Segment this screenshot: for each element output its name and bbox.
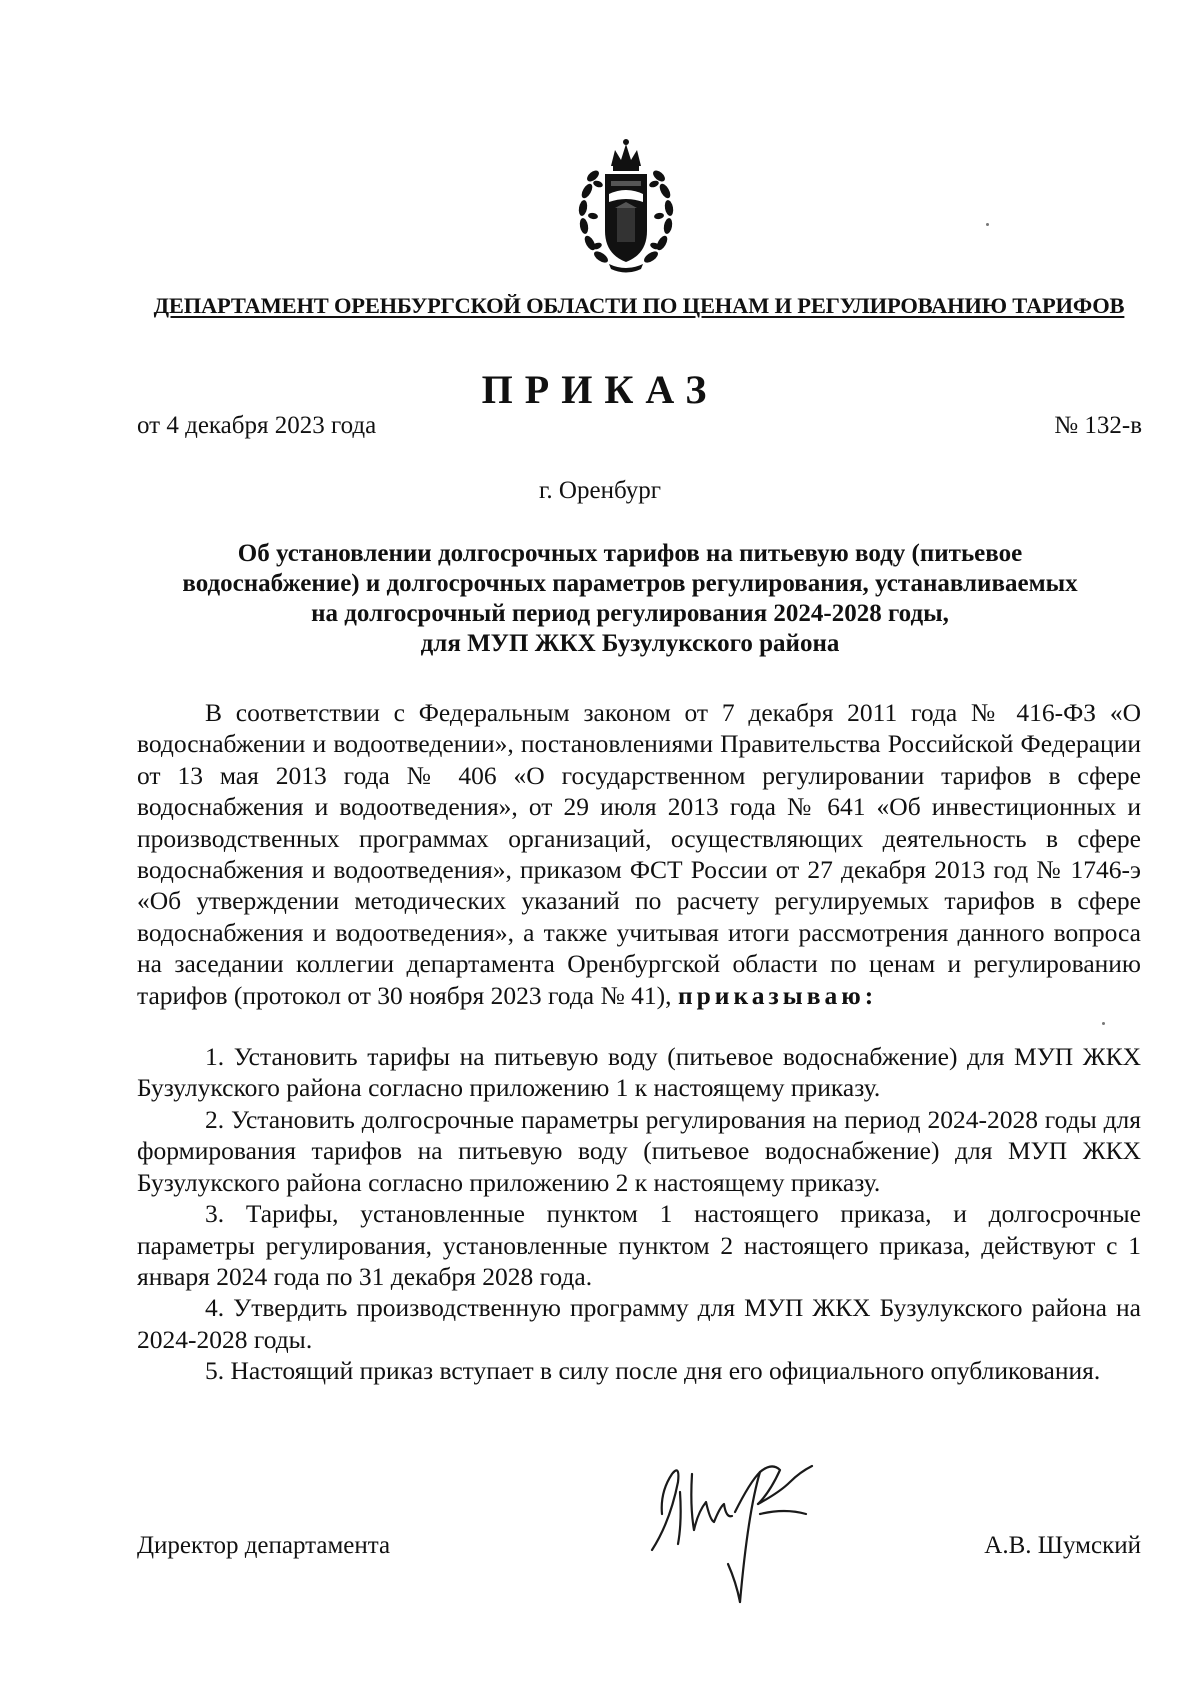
subject-line: водоснабжение) и долгосрочных параметров регулирования, устанавливаемых [182, 570, 1078, 597]
order-subject [120, 539, 1140, 659]
order-item: 5. Настоящий приказ вступает в силу после дня его официального опубликования. [205, 1356, 1101, 1386]
order-date: от 4 декабря 2023 года [137, 412, 377, 439]
department-name: ДЕПАРТАМЕНТ ОРЕНБУРГСКОЙ ОБЛАСТИ ПО ЦЕНАМ И РЕГУЛИРОВАНИЮ ТАРИФОВ [153, 293, 1125, 318]
order-item: 3. Тарифы, установленные пунктом 1 настоящего приказа, и долгосрочные параметры регулирования, установленные пунктом 2 настоящего приказа, действуют с 1 января 2024 года по 31 декабря 2028 года. [137, 1199, 1141, 1291]
order-word: приказываю: [677, 980, 878, 1010]
document-type-title: ПРИКАЗ [481, 367, 719, 412]
order-number: № 132-в [1054, 412, 1142, 439]
preamble-text: В соответствии с Федеральным законом от 7 декабря 2011 года № 416-ФЗ «О водоснабжении и водоотведении», постановлениями Правительства Российской Федерации от 13 мая 2013 года № 406 «О государственном регулировании тарифов в сфере водоснабжения и водоотведения», от 29 июля 2013 года № 641 «Об инвестиционных и производственных программах организаций, осуществляющих деятельность в сфере водоснабжения и водоотведения», приказом ФСТ России от 27 декабря 2013 год № 1746-э «Об утверждении методических указаний по расчету регулируемых тарифов в сфере водоснабжения и водоотведения», а также учитывая итоги рассмотрения данного вопроса на заседании коллегии департамента Оренбургской области по ценам и регулированию тарифов (протокол от 30 ноября 2023 года № 41), [137, 698, 1141, 1010]
subject-line: для МУП ЖКХ Бузулукского района [420, 630, 840, 657]
signatory-position: Директор департамента [137, 1532, 391, 1559]
scan-speck [1102, 1022, 1105, 1025]
subject-line: на долгосрочный период регулирования 2024-2028 годы, [311, 600, 949, 627]
handwritten-signature [640, 1452, 850, 1622]
order-item: 2. Установить долгосрочные параметры регулирования на период 2024-2028 годы для формирования тарифов на питьевую воду (питьевое водоснабжение) для МУП ЖКХ Бузулукского района согласно приложению 2 к настоящему приказу. [137, 1104, 1141, 1197]
preamble-paragraph [137, 697, 1141, 1011]
city: г. Оренбург [539, 477, 661, 504]
scan-speck [986, 223, 989, 226]
subject-line: Об установлении долгосрочных тарифов на питьевую воду (питьевое [237, 540, 1023, 567]
order-item: 4. Утвердить производственную программу для МУП ЖКХ Бузулукского района на 2024-2028 годы. [137, 1293, 1141, 1354]
order-body [137, 697, 1141, 1387]
coat-of-arms-icon [571, 136, 681, 276]
signatory-name: А.В. Шумский [984, 1532, 1141, 1559]
order-item: 1. Установить тарифы на питьевую воду (питьевое водоснабжение) для МУП ЖКХ Бузулукского района согласно приложению 1 к настоящему приказу. [137, 1042, 1141, 1103]
